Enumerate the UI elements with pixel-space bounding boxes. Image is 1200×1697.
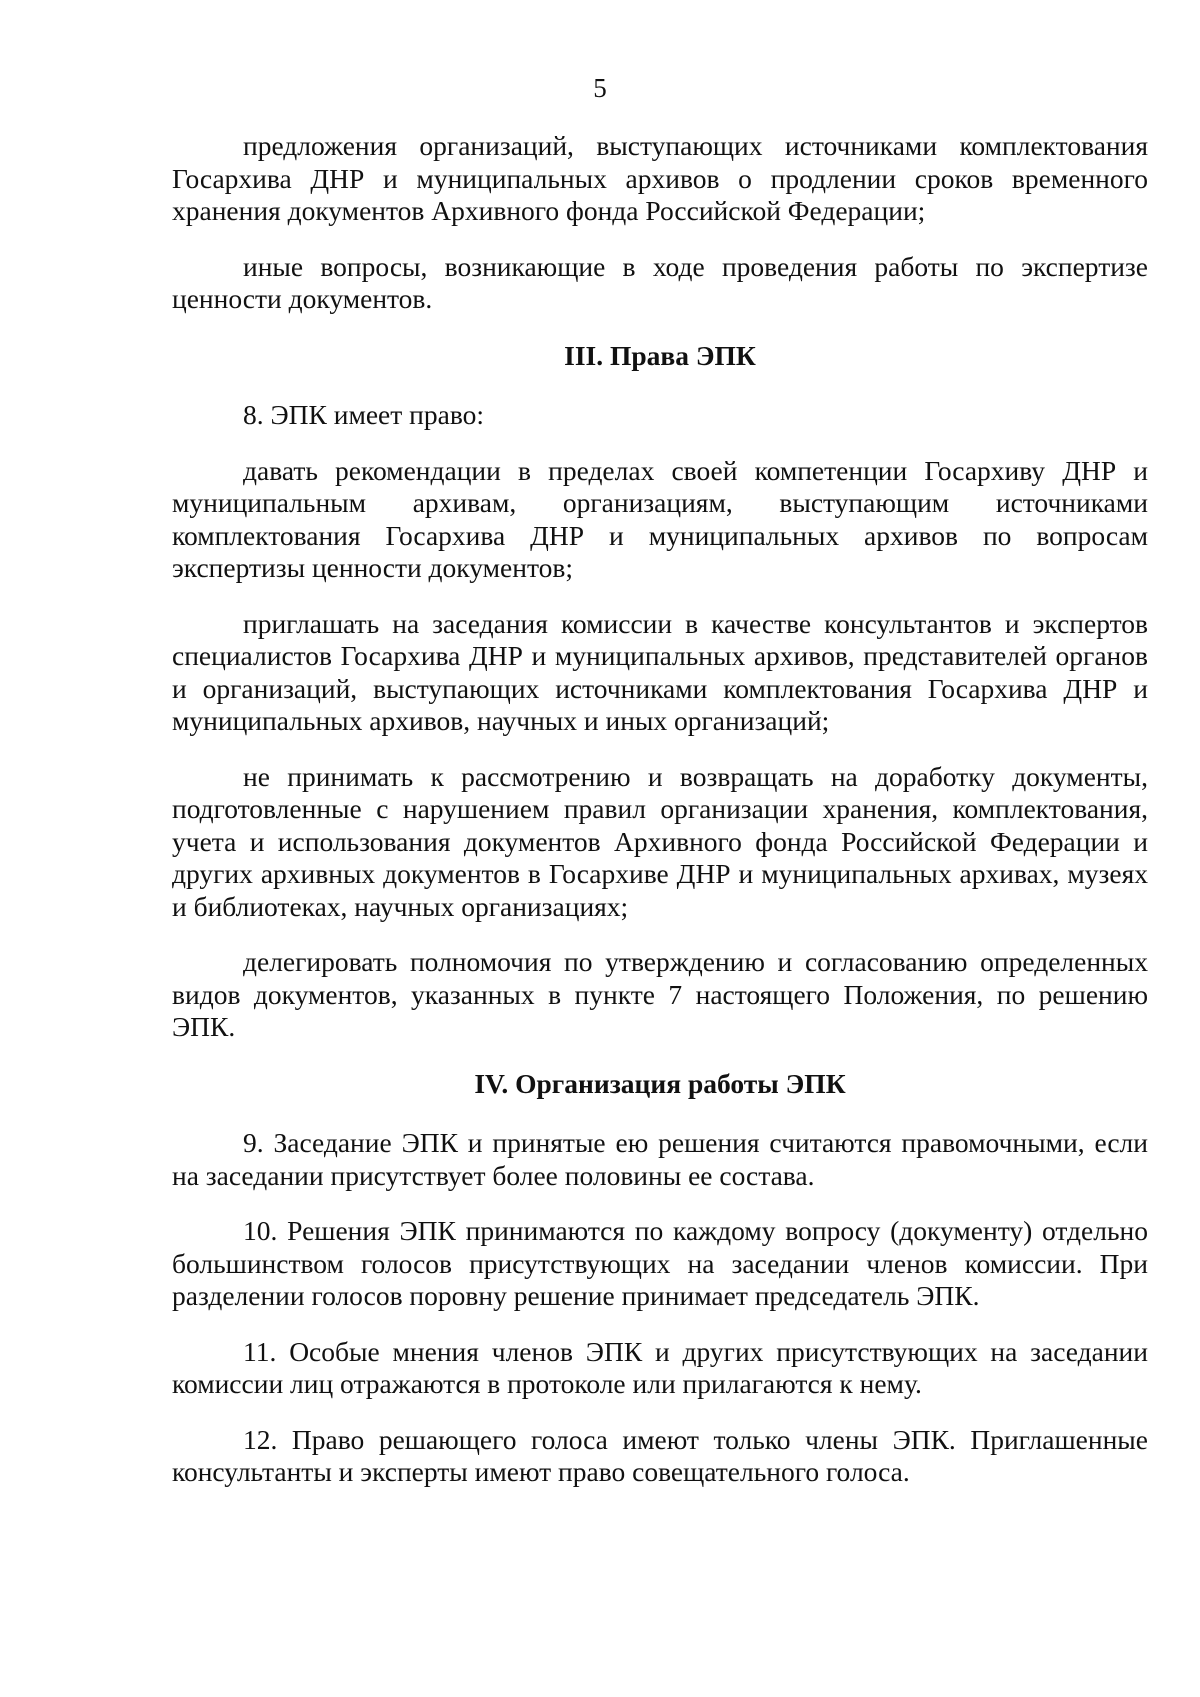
paragraph-proposals-extension: предложения организаций, выступающих источниками комплектования Госархива ДНР и муниципальных архивов о продлении сроков временного хранения документов Архивного фонда Российской Федерации;: [172, 130, 1148, 226]
paragraph-item-8: 8. ЭПК имеет право:: [243, 399, 485, 430]
page-number: 5: [593, 73, 607, 103]
paragraph-delegate-powers: делегировать полномочия по утверждению и согласованию определенных видов документов, указанных в пункте 7 настоящего Положения, по решению ЭПК.: [172, 946, 1148, 1042]
section-heading-rights: III. Права ЭПК: [564, 339, 756, 371]
section-heading-organization: IV. Организация работы ЭПК: [474, 1067, 846, 1099]
document-body: [172, 130, 1148, 1512]
paragraph-recommendations: давать рекомендации в пределах своей компетенции Госархиву ДНР и муниципальным архивам, организациям, выступающим источниками комплектования Госархива ДНР и муниципальных архивов по вопросам экспертизы ценности документов;: [172, 454, 1148, 583]
paragraph-item-9: 9. Заседание ЭПК и принятые ею решения считаются правомочными, если на заседании присутствует более половины ее состава.: [172, 1127, 1148, 1191]
paragraph-invite-experts: приглашать на заседания комиссии в качестве консультантов и экспертов специалистов Госархива ДНР и муниципальных архивов, представителей органов и организаций, выступающих источниками комплектования Госархива ДНР и муниципальных архивов, научных и иных организаций;: [172, 607, 1148, 736]
paragraph-item-10: 10. Решения ЭПК принимаются по каждому вопросу (документу) отдельно большинством голосов присутствующих на заседании членов комиссии. При разделении голосов поровну решение принимает председатель ЭПК.: [172, 1215, 1148, 1311]
paragraph-item-11: 11. Особые мнения членов ЭПК и других присутствующих на заседании комиссии лиц отражаются в протоколе или прилагаются к нему.: [172, 1335, 1148, 1399]
paragraph-other-questions: иные вопросы, возникающие в ходе проведения работы по экспертизе ценности документов.: [172, 250, 1148, 314]
paragraph-return-documents: не принимать к рассмотрению и возвращать на доработку документы, подготовленные с нарушением правил организации хранения, комплектования, учета и использования документов Архивного фонда Российской Федерации и других архивных документов в Госархиве ДНР и муниципальных архивах, музеях и библиотеках, научных организациях;: [172, 760, 1148, 922]
paragraph-item-12: 12. Право решающего голоса имеют только члены ЭПК. Приглашенные консультанты и эксперты имеют право совещательного голоса.: [172, 1423, 1148, 1487]
